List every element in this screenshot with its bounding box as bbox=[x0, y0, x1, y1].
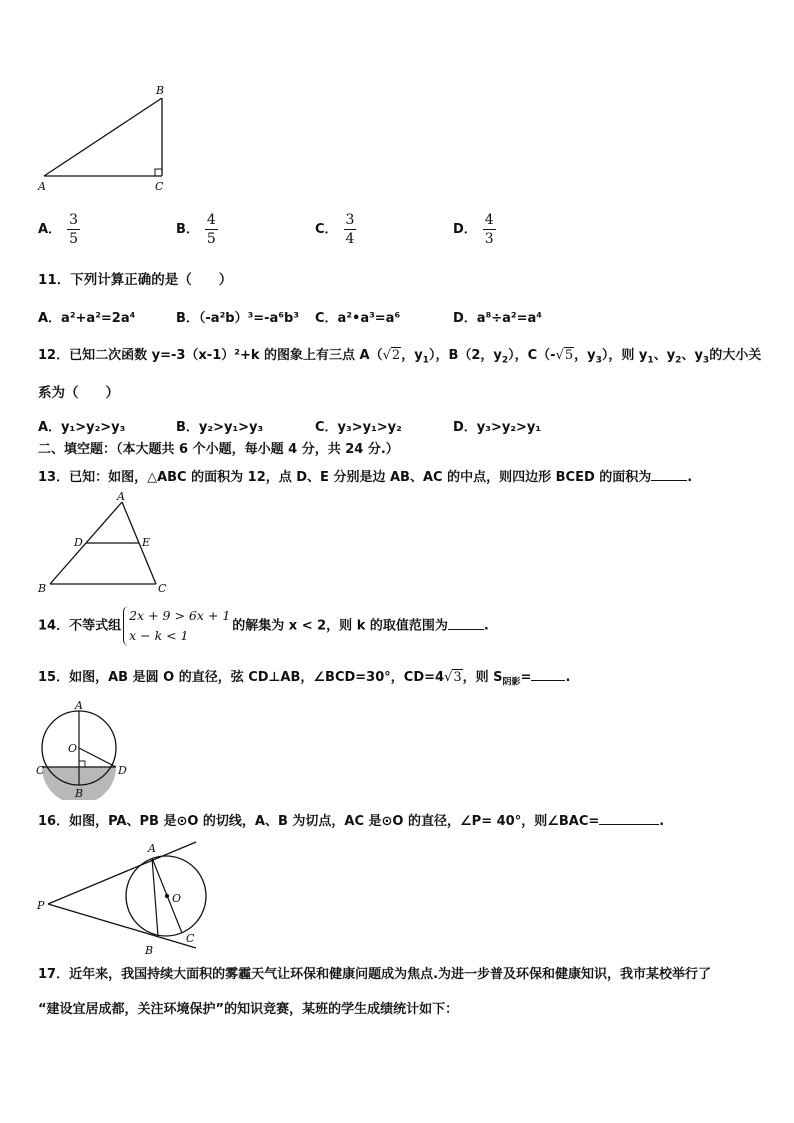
point-label-b: B bbox=[75, 787, 84, 800]
q11-option-d[interactable]: D．a⁸÷a²=a⁴ bbox=[453, 311, 542, 326]
point-label-d: D bbox=[118, 764, 127, 777]
q17-stem-line1: 17．近年来，我国持续大面积的雾霾天气让环保和健康问题成为焦点.为进一步普及环保和健康知识，我市某校举行了 bbox=[38, 967, 712, 982]
q12-option-a[interactable]: A．y₁>y₂>y₃ bbox=[38, 420, 126, 435]
section-heading-fill-in: 二、填空题：（本大题共 6 个小题，每小题 4 分，共 24 分.） bbox=[38, 442, 399, 457]
triangle-midline-figure bbox=[34, 490, 184, 598]
q12-option-d[interactable]: D．y₃>y₂>y₁ bbox=[453, 420, 542, 435]
q11-option-b[interactable]: B．（-a²b）³=-a⁶b³ bbox=[176, 311, 300, 326]
q17-stem-line2: “建设宜居成都，关注环境保护”的知识竞赛，某班的学生成绩统计如下： bbox=[38, 1002, 459, 1017]
q13-stem: 13．已知：如图，△ABC 的面积为 12，点 D、E 分别是边 AB、AC 的中点，则四边形 BCED 的面积为 . bbox=[38, 470, 693, 485]
q10-option-b[interactable]: B． $\frac{4}{5}$ bbox=[176, 212, 216, 247]
vertex-label-b: B bbox=[38, 582, 47, 595]
q12-stem: 12．已知二次函数 y=-3（x-1）²+k 的图象上有三点 A（√2，$y_1$），B（2，$y_2$），C（-√5，$y_3$），则 $y_1$、$y_2$、$y_3$的大小关 bbox=[38, 348, 762, 366]
vertex-label-b: B bbox=[156, 84, 165, 97]
point-label-a: A bbox=[75, 700, 83, 712]
inequality-system: 2x + 9 > 6x + 1 x − k < 1 bbox=[123, 606, 230, 646]
q12-stem-line2: 系为（ ） bbox=[38, 385, 119, 401]
q15-answer-blank[interactable] bbox=[531, 668, 565, 681]
q15-stem: 15．如图，AB 是圆 O 的直径，弦 CD⊥AB，∠BCD=30°，CD=4√3，则 $S_{阴影}=$ . bbox=[38, 670, 571, 688]
vertex-label-c: C bbox=[158, 582, 167, 595]
q11-option-c[interactable]: C．a²•a³=a⁶ bbox=[315, 311, 401, 326]
point-label-b: B bbox=[145, 944, 154, 957]
q11-option-a[interactable]: A．a²+a²=2a⁴ bbox=[38, 311, 136, 326]
tangent-circle-figure bbox=[34, 836, 214, 958]
q13-answer-blank[interactable] bbox=[651, 468, 687, 481]
point-label-e: E bbox=[142, 536, 151, 549]
vertex-label-a: A bbox=[117, 490, 125, 503]
q11-stem: 11．下列计算正确的是（ ） bbox=[38, 272, 233, 288]
point-label-o: O bbox=[172, 892, 182, 905]
q12-option-c[interactable]: C．y₃>y₁>y₂ bbox=[315, 420, 402, 435]
q10-option-d[interactable]: D． $\frac{4}{3}$ bbox=[453, 212, 494, 247]
q10-option-a[interactable]: A． $\frac{3}{5}$ bbox=[38, 212, 78, 247]
point-label-d: D bbox=[74, 536, 83, 549]
q14-stem: 14．不等式组2x + 9 > 6x + 1 x − k < 1的解集为 x < 2，则 k 的取值范围为 . bbox=[38, 606, 489, 646]
point-label-a: A bbox=[148, 842, 156, 855]
q16-answer-blank[interactable] bbox=[599, 812, 659, 825]
q10-option-c[interactable]: C． $\frac{3}{4}$ bbox=[315, 212, 355, 247]
vertex-label-c: C bbox=[155, 180, 164, 193]
point-label-c: C bbox=[36, 764, 45, 777]
q16-stem: 16．如图，PA、PB 是⊙O 的切线，A、B 为切点，AC 是⊙O 的直径，∠P= 40°，则∠BAC= . bbox=[38, 814, 665, 829]
point-label-o: O bbox=[68, 742, 78, 755]
point-label-p: P bbox=[37, 899, 45, 912]
vertex-label-a: A bbox=[38, 180, 46, 193]
circle-chord-figure bbox=[34, 700, 134, 800]
right-triangle-figure bbox=[34, 84, 174, 194]
q12-option-b[interactable]: B．y₂>y₁>y₃ bbox=[176, 420, 264, 435]
point-label-c: C bbox=[186, 932, 195, 945]
q14-answer-blank[interactable] bbox=[448, 617, 484, 630]
